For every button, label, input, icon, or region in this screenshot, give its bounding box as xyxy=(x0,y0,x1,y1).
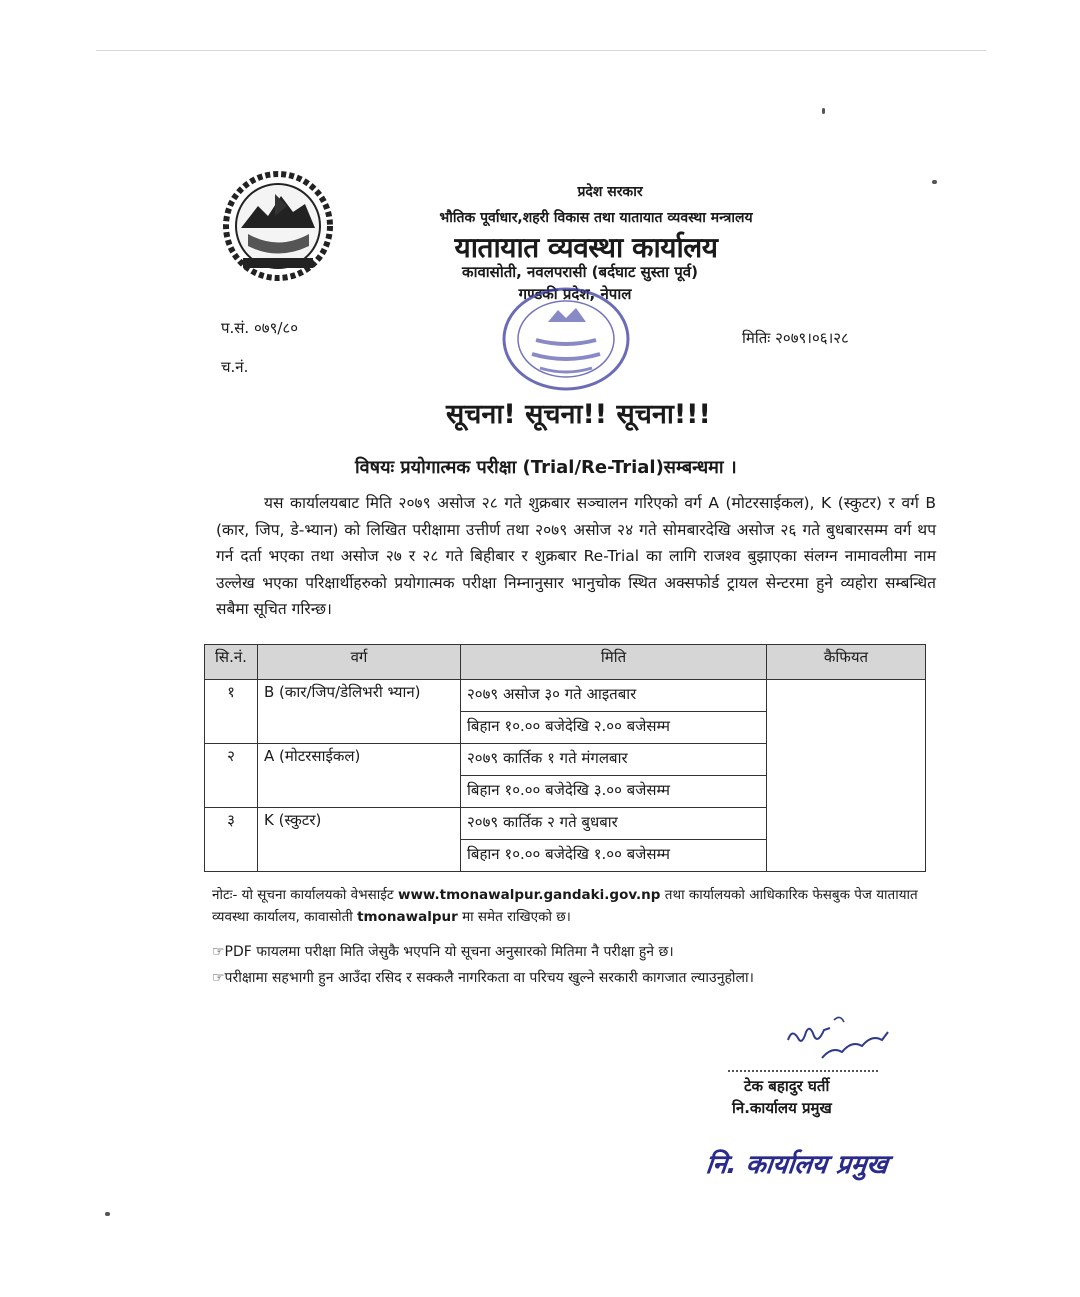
header-address-1: कावासोती, नवलपरासी (बर्दघाट सुस्ता पूर्व) xyxy=(462,263,698,281)
nepal-emblem-icon xyxy=(213,166,343,286)
row-sn: २ xyxy=(205,744,258,808)
handwritten-signature-icon xyxy=(782,1010,892,1070)
row-category: K (स्कुटर) xyxy=(258,808,461,872)
top-divider xyxy=(96,50,986,51)
dispatch-number: च.नं. xyxy=(221,358,249,376)
note-mid: तथा कार्यालयको आधिकारिक फेसबुक पेज यातायात व्यवस्था कार्यालय, कावासोती xyxy=(212,887,918,925)
table-row xyxy=(205,680,926,744)
row-category: A (मोटरसाईकल) xyxy=(258,744,461,808)
col-header-remarks: कैफियत xyxy=(767,645,926,680)
signatory-post: नि.कार्यालय प्रमुख xyxy=(732,1099,832,1117)
remarks-cell xyxy=(767,680,926,872)
note-prefix: नोटः- यो सूचना कार्यालयको वेभसाईट xyxy=(212,887,394,903)
row-date: २०७९ असोज ३० गते आइतबार xyxy=(461,680,766,712)
note-suffix: मा समेत राखिएको छ। xyxy=(462,909,571,925)
signatory-name: टेक बहादुर घर्ती xyxy=(744,1077,830,1095)
row-sn: १ xyxy=(205,680,258,744)
header-line-1: प्रदेश सरकार xyxy=(577,184,643,200)
facebook-page-name: tmonawalpur xyxy=(357,909,458,925)
notice-body: यस कार्यालयबाट मिति २०७९ असोज २८ गते शुक्रबार सञ्चालन गरिएको वर्ग A (मोटरसाईकल), K (स्कुटर) र वर्ग B (कार, जिप, डे-भ्यान) को लिखित परीक्षामा उत्तीर्ण तथा २०७९ असोज २४ गते सोमबारदेखि असोज २६ गते बुधबारसम्म वर्ग थप गर्न दर्ता भएका तथा असोज २७ र २८ गते बिहीबार र शुक्रबार Re-Trial का लागि राजश्व बुझाएका संलग्न नामावलीमा नाम उल्लेख भएका परिक्षार्थीहरुको प्रयोगात्मक परीक्षा निम्नानुसार भानुचोक स्थित अक्सफोर्ड ट्रायल सेन्टरमा हुने व्यहोरा सम्बन्धित सबैमा सूचित गरिन्छ। xyxy=(216,494,936,618)
website-link[interactable]: www.tmonawalpur.gandaki.gov.np xyxy=(397,887,661,903)
reference-number: प.सं. ०७९/८० xyxy=(221,319,299,337)
row-time: बिहान १०.०० बजेदेखि २.०० बजेसम्म xyxy=(467,717,670,735)
note-bullet-2: ☞परीक्षामा सहभागी हुन आउँदा रसिद र सक्कलै नागरिकता वा परिचय खुल्ने सरकारी कागजात ल्याउनुहोला। xyxy=(212,970,754,986)
row-date-cell xyxy=(461,680,767,744)
row-time: बिहान १०.०० बजेदेखि १.०० बजेसम्म xyxy=(467,845,670,863)
row-category: B (कार/जिप/डेलिभरी भ्यान) xyxy=(258,680,461,744)
notice-date: मितिः २०७९।०६।२८ xyxy=(742,329,849,347)
col-header-date: मिति xyxy=(461,645,767,680)
scan-speck xyxy=(822,108,825,114)
exam-schedule-table xyxy=(204,644,926,872)
office-name: यातायात व्यवस्था कार्यालय xyxy=(454,231,718,264)
notice-subject: विषयः प्रयोगात्मक परीक्षा (Trial/Re-Trial)सम्बन्धमा । xyxy=(355,457,737,478)
footnote xyxy=(212,884,932,928)
header-address-2: गण्डकी प्रदेश, नेपाल xyxy=(518,285,632,303)
row-sn: ३ xyxy=(205,808,258,872)
notice-title: सूचना! सूचना!! सूचना!!! xyxy=(446,399,711,430)
office-seal-icon xyxy=(496,282,636,397)
col-header-sn: सि.नं. xyxy=(205,645,258,680)
signature-line xyxy=(728,1070,878,1072)
note-bullet-1: ☞PDF फायलमा परीक्षा मिति जेसुकै भएपनि यो सूचना अनुसारको मितिमा नै परीक्षा हुने छ। xyxy=(212,944,674,960)
row-date: २०७९ कार्तिक २ गते बुधबार xyxy=(461,808,766,840)
row-date-cell xyxy=(461,744,767,808)
table-header-row xyxy=(205,645,926,680)
col-header-category: वर्ग xyxy=(258,645,461,680)
header-ministry: भौतिक पूर्वाधार,शहरी विकास तथा यातायात व्यवस्था मन्त्रालय xyxy=(439,210,753,226)
row-time: बिहान १०.०० बजेदेखि ३.०० बजेसम्म xyxy=(467,781,670,799)
designation-stamp: नि. कार्यालय प्रमुख xyxy=(704,1150,890,1180)
scan-speck xyxy=(105,1212,110,1216)
scan-speck xyxy=(932,180,937,184)
row-date-cell xyxy=(461,808,767,872)
row-date: २०७९ कार्तिक १ गते मंगलबार xyxy=(461,744,766,776)
